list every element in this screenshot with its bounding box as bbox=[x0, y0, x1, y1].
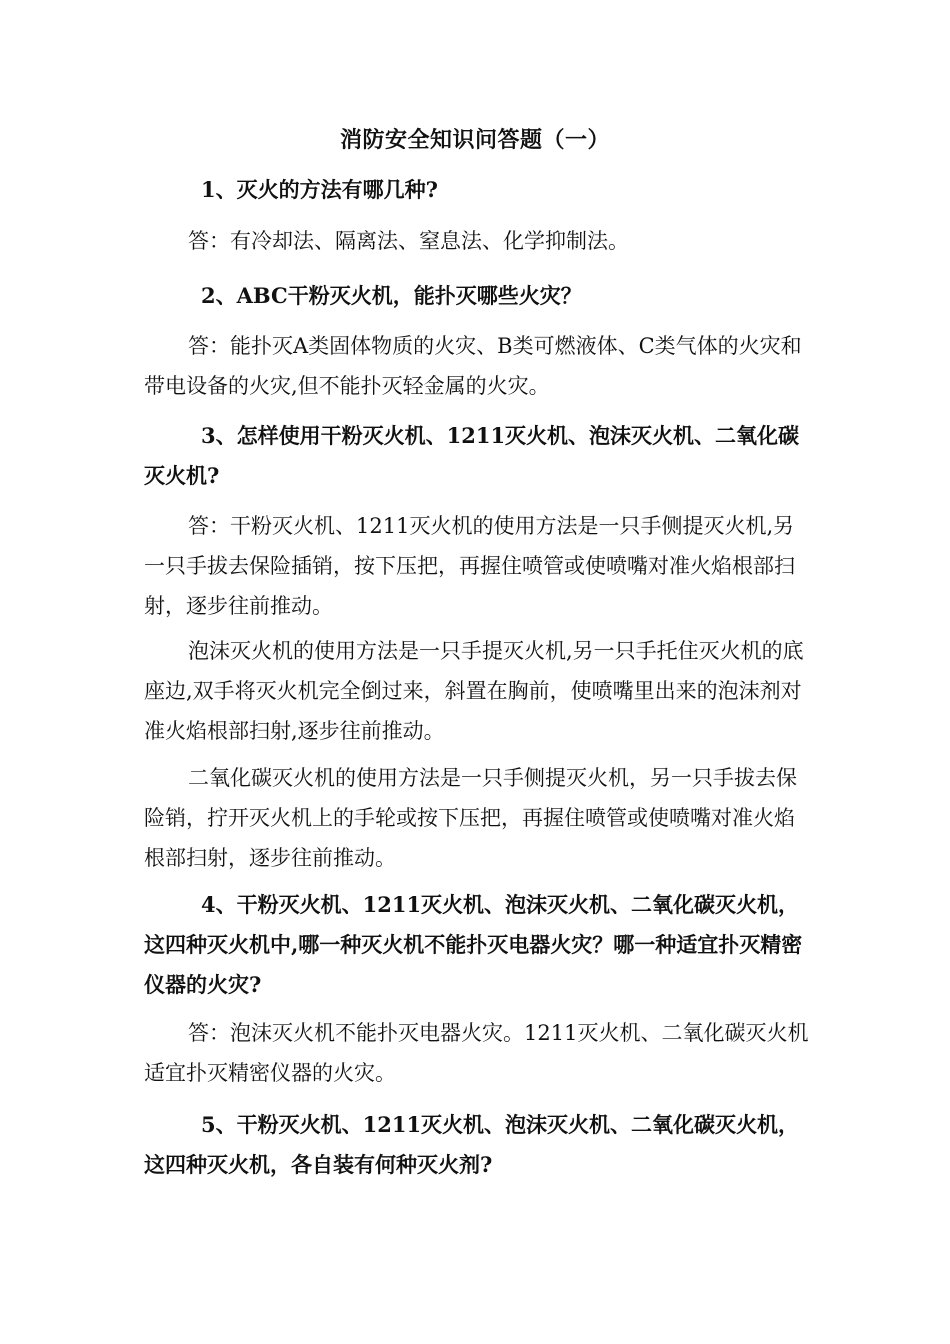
question-4: 4、干粉灭火机、1211灭火机、泡沫灭火机、二氧化碳灭火机，这四种灭火机中,哪一种灭火机不能扑灭电器火灾？哪一种适宜扑灭精密仪器的火灾? bbox=[144, 892, 803, 997]
page-title: 消防安全知识问答题（一） bbox=[339, 127, 610, 153]
question-3: 3、怎样使用干粉灭火机、1211灭火机、泡沫灭火机、二氧化碳灭火机? bbox=[144, 423, 800, 488]
answer-1: 答：有冷却法、隔离法、窒息法、化学抑制法。 bbox=[188, 229, 629, 253]
answer-3-paragraph-2: 泡沫灭火机的使用方法是一只手提灭火机,另一只手托住灭火机的底座边,双手将灭火机完全倒过来，斜置在胸前，使喷嘴里出来的泡沫剂对准火焰根部扫射,逐步往前推动。 bbox=[144, 639, 804, 743]
answer-4: 答：泡沫灭火机不能扑灭电器火灾。1211灭火机、二氧化碳灭火机适宜扑灭精密仪器的火灾。 bbox=[144, 1021, 809, 1085]
question-5: 5、干粉灭火机、1211灭火机、泡沫灭火机、二氧化碳灭火机，这四种灭火机，各自装有何种灭火剂? bbox=[144, 1112, 800, 1177]
answer-3-paragraph-3: 二氧化碳灭火机的使用方法是一只手侧提灭火机，另一只手拔去保险销，拧开灭火机上的手轮或按下压把，再握住喷管或使喷嘴对准火焰根部扫射，逐步往前推动。 bbox=[144, 766, 797, 870]
question-2: 2、ABC干粉灭火机，能扑灭哪些火灾？ bbox=[201, 283, 582, 308]
answer-3: 答：干粉灭火机、1211灭火机的使用方法是一只手侧提灭火机,另一只手拔去保险插销，按下压把，再握住喷管或使喷嘴对准火焰根部扫射，逐步往前推动。 bbox=[144, 514, 795, 618]
answer-2: 答：能扑灭A类固体物质的火灾、B类可燃液体、C类气体的火灾和带电设备的火灾,但不能扑灭轻金属的火灾。 bbox=[144, 334, 802, 398]
question-1: 1、灭火的方法有哪几种? bbox=[201, 177, 438, 202]
